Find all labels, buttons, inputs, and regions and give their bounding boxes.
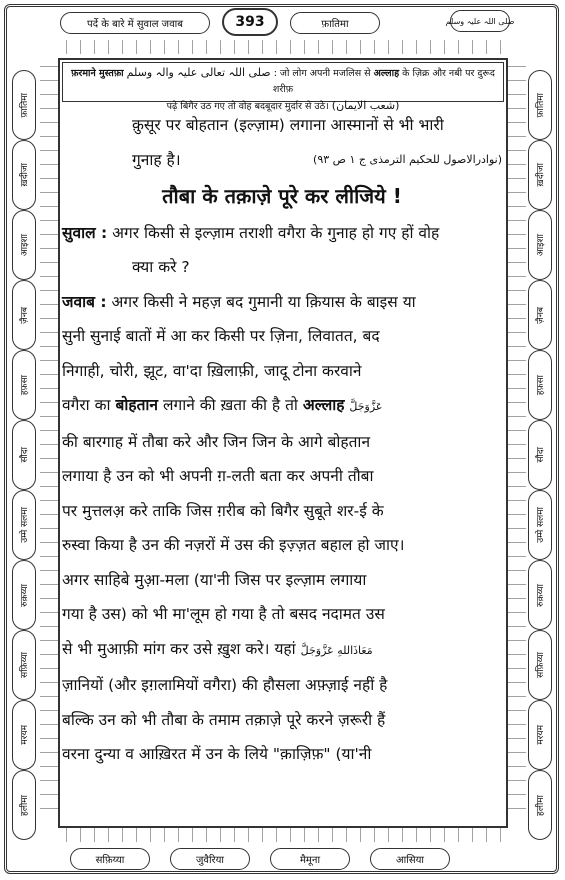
side-name-cartouche [12, 770, 36, 840]
side-name-label: रुक़य्या [19, 583, 30, 607]
left-vine-ornament [40, 60, 58, 820]
page-body [62, 108, 502, 772]
side-name-cartouche [528, 700, 552, 770]
page-number: 393 [222, 8, 278, 36]
side-name-cartouche [528, 560, 552, 630]
answer-text: लगाने की ख़ता की है तो [162, 396, 298, 414]
corner-badge: صلی اللہ علیہ وسلم [450, 10, 510, 32]
side-name-label: रुक़य्या [535, 583, 546, 607]
answer-line: निगाही, चोरी, झूट, वा'दा ख़िलाफ़ी, जादू टोना करवाने [62, 361, 362, 380]
answer-line: पर मुत्तलअ़ करे ताकि जिस ग़रीब को बिगैर सुबूते शर-ई के [62, 501, 384, 520]
right-vine-ornament [508, 60, 526, 820]
side-name-cartouche [12, 210, 36, 280]
question-line [62, 216, 502, 251]
side-name-cartouche [12, 350, 36, 420]
side-name-cartouche [12, 490, 36, 560]
footer-name-4: आसिया [370, 848, 450, 870]
side-name-label: हलीमा [19, 794, 30, 816]
hadith-label: फ़रमाने मुस्तफ़ा [71, 68, 124, 79]
side-name-cartouche [12, 560, 36, 630]
side-name-cartouche [528, 280, 552, 350]
side-name-label: उम्मे सलमा [535, 507, 546, 543]
answer-line [62, 285, 502, 320]
header-left-title: पर्दे के बारे में सुवाल जवाब [60, 12, 210, 34]
answer-line: गया है उस) को भी मा'लूम हो गया है तो बसद नदामत उस [62, 605, 385, 623]
body-line: क़ुसूर पर बोहतान (इल्ज़ाम) लगाना आस्मानों से भी भारी [132, 116, 444, 134]
side-name-cartouche [12, 420, 36, 490]
side-name-cartouche [528, 70, 552, 140]
answer-arabic: مَعَاذَاللهِ عَزَّوَجَلَّ [300, 643, 373, 657]
side-name-label: ख़दीजा [535, 163, 546, 187]
side-name-label: सौदा [19, 447, 30, 463]
answer-text: अगर किसी ने महज़ बद गुमानी या क़ियास के बाइस या [111, 292, 416, 311]
side-name-cartouche [12, 70, 36, 140]
side-name-label: आइशा [19, 233, 30, 257]
question-line: क्या करे ? [132, 258, 190, 276]
side-name-label: फ़ातिमा [19, 92, 30, 118]
side-name-label: सफ़िय्या [535, 652, 546, 678]
body-line-with-ref [62, 143, 502, 178]
footer-name-1: सफ़िय्या [70, 848, 150, 870]
side-name-label: हफ़सा [19, 374, 30, 396]
hadith-salawat: صلی اللہ تعالی علیہ والہ وسلم [126, 66, 271, 79]
side-name-label: सौदा [535, 447, 546, 463]
answer-allah: अल्लाह [302, 396, 345, 414]
body-text: गुनाह है। [132, 150, 181, 169]
question-label: सुवाल : [62, 223, 108, 242]
answer-text: से भी मुआफ़ी मांग कर उसे ख़ुश करे। यहां [62, 639, 296, 658]
hadith-text-2: के ज़िक्र और नबी पर दुरूद शरीफ़ [272, 68, 495, 95]
side-name-cartouche [12, 140, 36, 210]
answer-line: की बारगाह में तौबा करे और जिन जिन के आगे बोहतान [62, 432, 371, 451]
side-name-label: ज़ैनब [535, 306, 546, 324]
header-right-title: फ़ातिमा [290, 12, 380, 34]
side-name-cartouche [528, 420, 552, 490]
hadith-line-1 [69, 65, 497, 98]
top-vine-ornament [60, 40, 510, 54]
answer-line: वरना दुन्या व आख़िरत में उन के लिये "क़ाज़िफ़" (या'नी [62, 745, 372, 763]
side-name-cartouche [528, 630, 552, 700]
answer-bold-word: बोहतान [115, 396, 159, 414]
section-heading: तौबा के तक़ाज़े पूरे कर लीजिये ! [162, 184, 402, 208]
side-name-cartouche [528, 140, 552, 210]
answer-arabic: عَزَّوَجَلَّ [349, 400, 383, 413]
side-name-label: हलीमा [535, 794, 546, 816]
answer-line: बल्कि उन को भी तौबा के तमाम तक़ाज़े पूरे करने ज़रूरी हैं [62, 710, 386, 729]
side-name-cartouche [12, 280, 36, 350]
bottom-vine-ornament [60, 828, 510, 842]
side-name-cartouche [528, 490, 552, 560]
answer-line: लगाया है उन को भी अपनी ग़-लती बता कर अपनी तौबा [62, 467, 374, 485]
side-name-label: उम्मे सलमा [19, 507, 30, 543]
answer-line [62, 632, 502, 669]
hadith-allah: अल्लाह [373, 68, 400, 79]
reference-citation: (نوادرالاصول للحکیم الترمذی ج ۱ ص ۹۳) [313, 152, 502, 166]
side-name-cartouche [12, 630, 36, 700]
side-name-label: ज़ैनब [19, 306, 30, 324]
answer-line: ज़ानियों (और इग़लामियों वगैरा) की हौसला अफ़्ज़ाई नहीं है [62, 676, 388, 694]
side-name-cartouche [528, 770, 552, 840]
hadith-line2-text: पढ़े बिगैर उठ गए तो वोह बदबूदार मुर्दार से उठे। [166, 101, 329, 112]
hadith-text-1: : जो लोग अपनी मजलिस से [273, 68, 371, 79]
footer-name-2: जुवैरिया [170, 848, 250, 870]
side-name-label: आइशा [535, 233, 546, 257]
footer-name-3: मैमूना [270, 848, 350, 870]
side-name-label: हफ़सा [535, 374, 546, 396]
side-name-label: सफ़िय्या [19, 652, 30, 678]
answer-line: अगर साहिबे मुआ़-मला (या'नी जिस पर इल्ज़ाम लगाया [62, 570, 367, 589]
side-name-label: फ़ातिमा [535, 92, 546, 118]
answer-line: सुनी सुनाई बातों में आ कर किसी पर ज़िना, लिवातत, बद [62, 327, 380, 345]
answer-line [62, 388, 502, 425]
side-name-label: मरयम [535, 725, 546, 745]
hadith-source: (شعب الایمان) [331, 99, 400, 112]
question-text: अगर किसी से इल्ज़ाम तराशी वगैरा के गुनाह हो गए हों वोह [112, 223, 440, 242]
side-name-cartouche [528, 350, 552, 420]
hadith-box [62, 62, 504, 112]
side-name-cartouche [528, 210, 552, 280]
answer-label-text: जवाब : [62, 292, 107, 311]
side-name-cartouche [12, 700, 36, 770]
side-name-label: ख़दीजा [19, 163, 30, 187]
answer-line: रुस्वा किया है उन की नज़रों में उस की इज़्ज़त बहाल हो जाए। [62, 536, 405, 554]
answer-text: वगैरा का [62, 396, 111, 414]
side-name-label: मरयम [19, 725, 30, 745]
